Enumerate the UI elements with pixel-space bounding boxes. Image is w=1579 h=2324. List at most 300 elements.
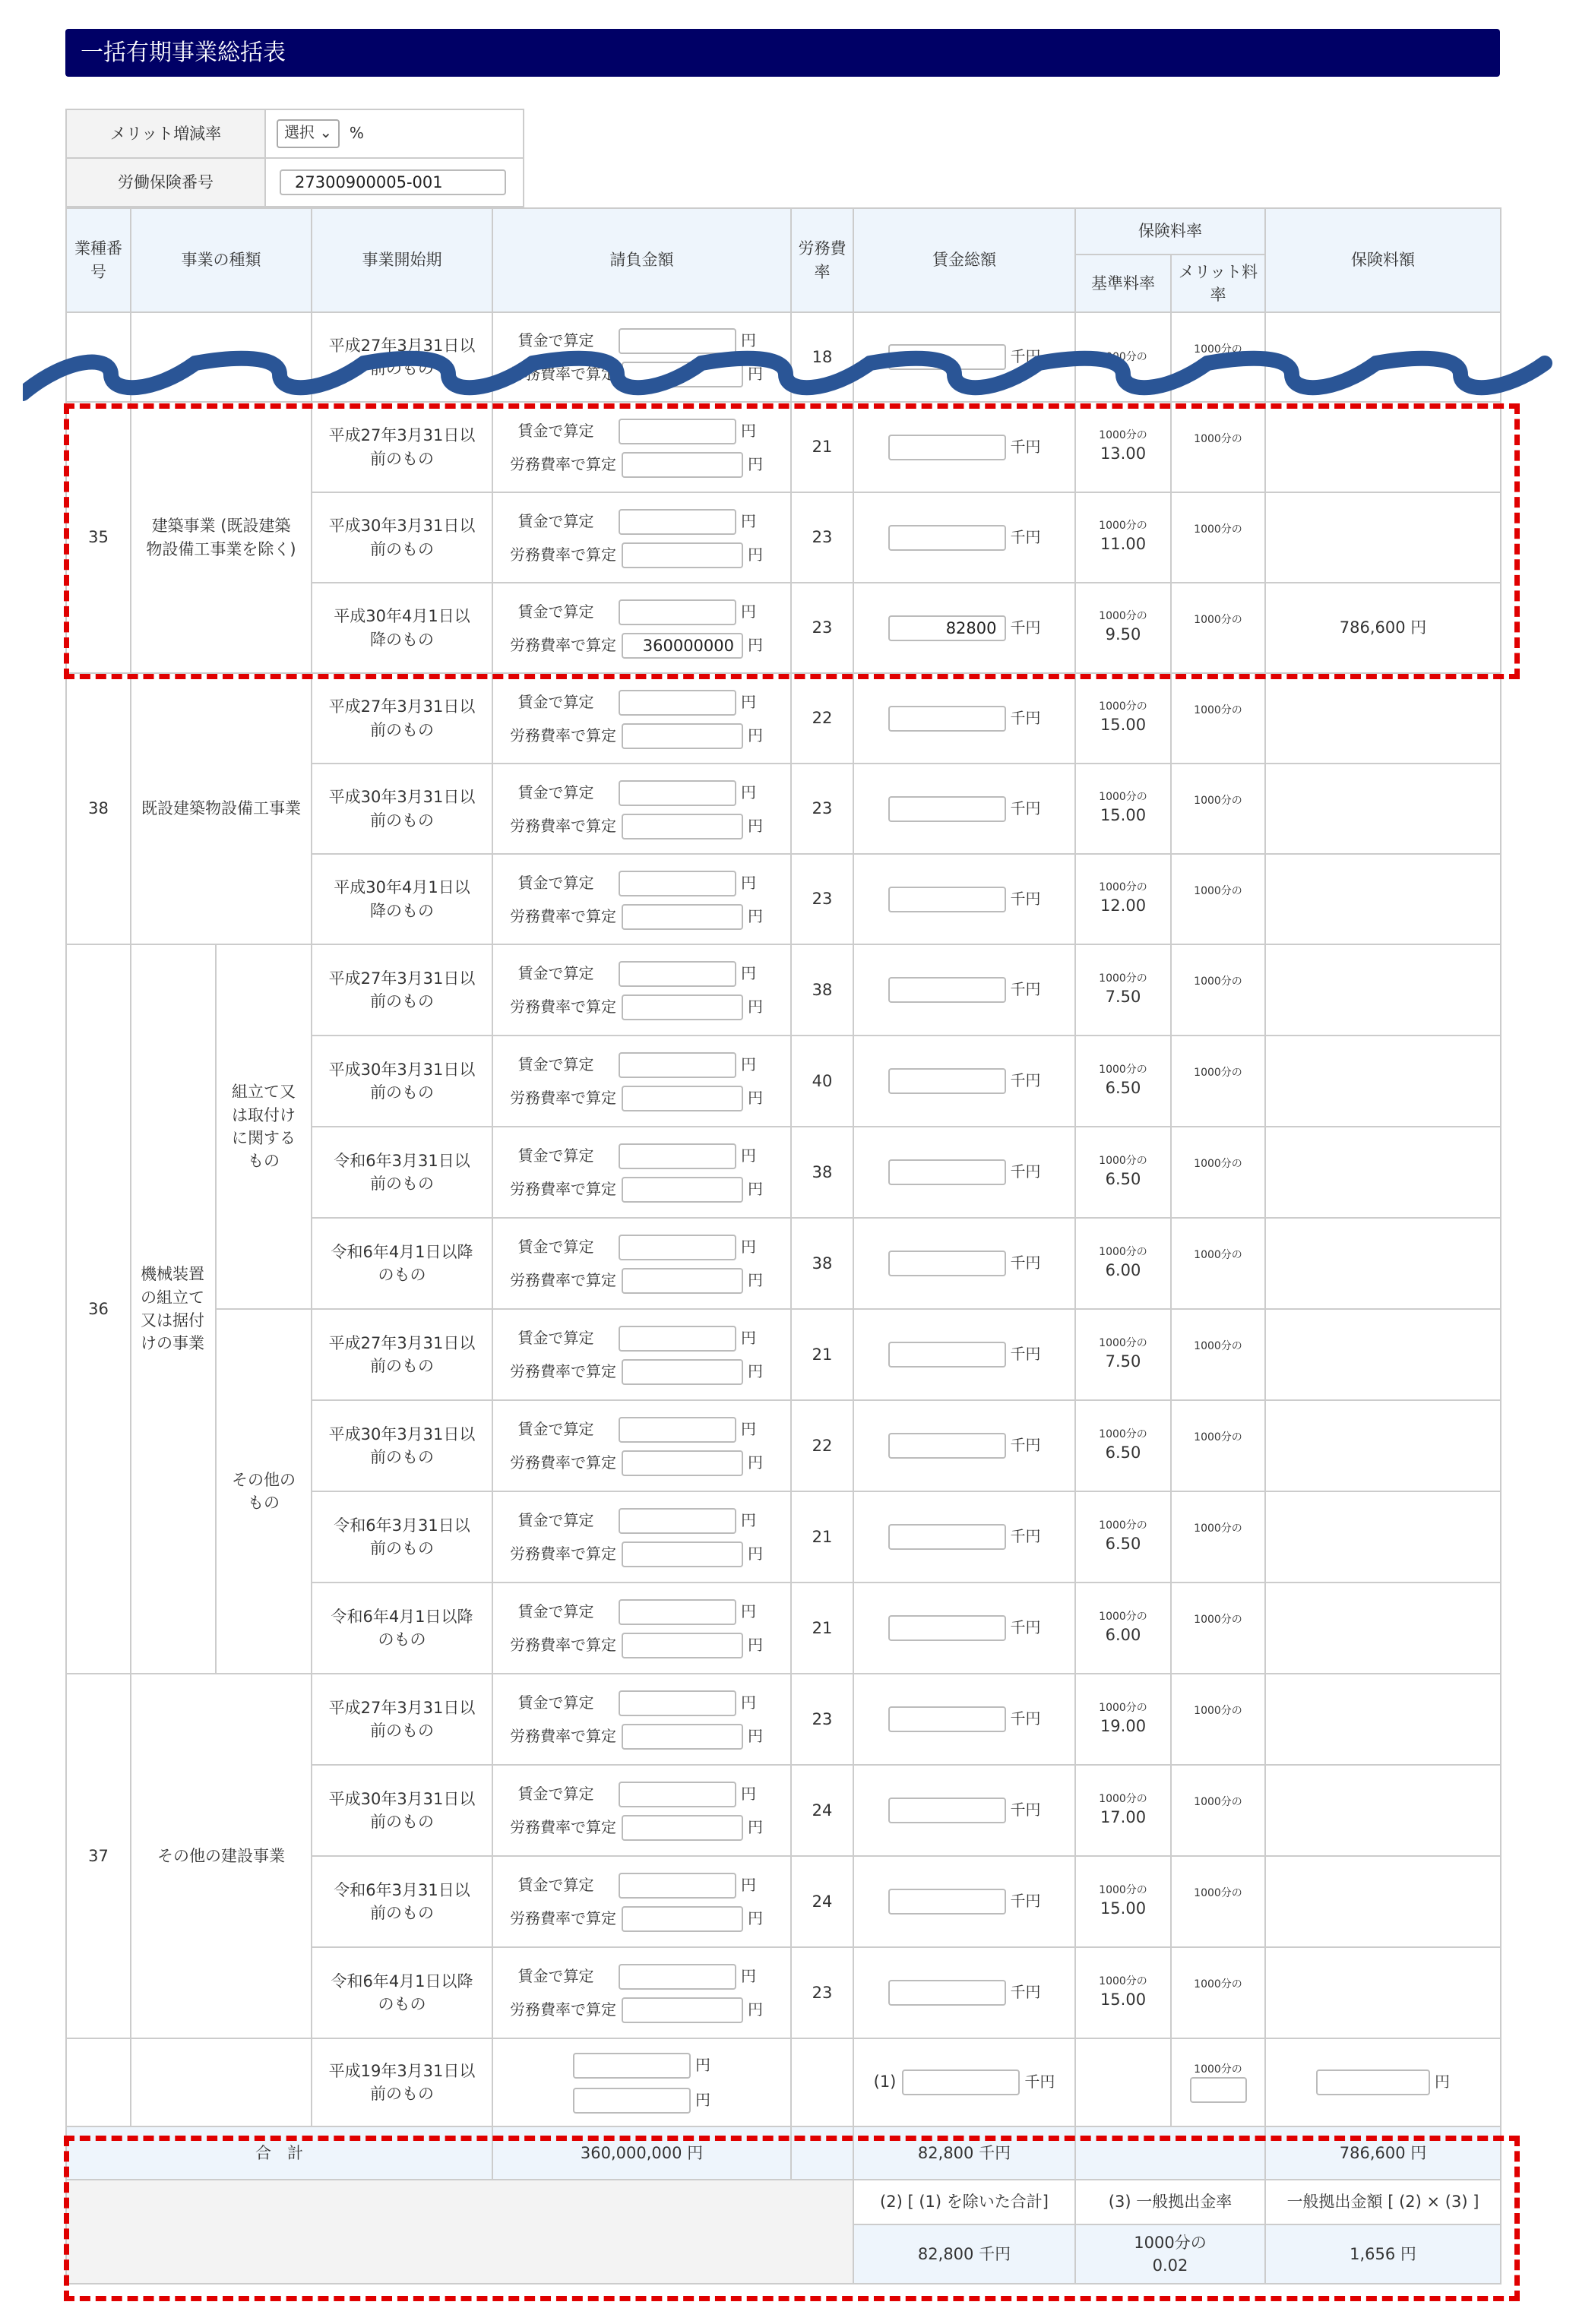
code-cell: 36 <box>66 944 131 1674</box>
wage-calc-label: 賃金で算定 <box>517 1238 594 1256</box>
wage-total-input[interactable] <box>888 887 1006 912</box>
per1000-label: 1000分の <box>1194 1978 1242 1990</box>
wage-total-cell <box>853 1309 1075 1400</box>
wage-total-cell <box>853 764 1075 854</box>
labor-calc-input[interactable] <box>622 1086 743 1111</box>
wage-total-cell <box>853 1674 1075 1765</box>
wage-total-input[interactable] <box>888 1706 1006 1732</box>
premium-cell <box>1265 1036 1501 1127</box>
premium-cell <box>1265 1218 1501 1309</box>
row-1-prefix: (1) <box>873 2073 897 2091</box>
labor-calc-label: 労務費率で算定 <box>510 1909 616 1927</box>
wage-calc-label: 賃金で算定 <box>517 331 594 349</box>
total-row <box>66 2126 1501 2180</box>
merit-rate-input[interactable] <box>1190 2077 1247 2103</box>
contribution-header-row <box>66 2180 1501 2224</box>
sen-yen-unit: 千円 <box>1010 1983 1041 2001</box>
labor-calc-input[interactable] <box>622 723 743 749</box>
labor-rate-cell: 40 <box>791 1036 853 1127</box>
labor-rate-cell: 23 <box>791 583 853 673</box>
base-rate-cell <box>1075 1218 1171 1309</box>
labor-rate-cell: 18 <box>791 312 853 402</box>
period-cell <box>312 1674 492 1765</box>
contract-cell <box>492 1309 791 1400</box>
summary-table <box>65 207 1501 2284</box>
sen-yen-unit: 千円 <box>1010 618 1041 637</box>
wage-calc-input[interactable] <box>619 961 736 987</box>
base-rate-value: 15.00 <box>1100 716 1147 735</box>
contract-cell <box>492 492 791 583</box>
sen-yen-unit: 千円 <box>1010 527 1041 546</box>
sen-yen-unit: 千円 <box>1010 1071 1041 1089</box>
labor-calc-input[interactable] <box>622 1997 743 2023</box>
wage-calc-input[interactable] <box>619 1508 736 1534</box>
labor-rate-cell: 23 <box>791 854 853 944</box>
per1000-label: 1000分の <box>1194 1340 1242 1352</box>
wage-total-cell <box>853 1036 1075 1127</box>
wage-calc-label: 賃金で算定 <box>517 1785 594 1803</box>
period-text: 平成30年4月1日以降のもの <box>334 607 470 649</box>
per1000-label: 1000分の <box>1099 1245 1147 1258</box>
period-cell <box>312 1856 492 1947</box>
value-3 <box>1075 2224 1265 2284</box>
wage-total-cell <box>853 1127 1075 1218</box>
period-cell <box>312 1127 492 1218</box>
per1000-label: 1000分の <box>1099 791 1147 804</box>
sen-yen-unit: 千円 <box>1010 1709 1041 1728</box>
per1000-label: 1000分の <box>1099 1519 1147 1532</box>
period-text: 令和6年3月31日以前のもの <box>334 1880 470 1922</box>
yen-unit: 円 <box>748 1271 763 1289</box>
per1000-label: 1000分の <box>1099 520 1147 533</box>
labor-calc-label: 労務費率で算定 <box>510 816 616 835</box>
sen-yen-unit: 千円 <box>1010 708 1041 727</box>
labor-rate-cell: 24 <box>791 1856 853 1947</box>
period-text: 平成27年3月31日以前のもの <box>328 1333 476 1375</box>
per1000-label: 1000分の <box>1194 975 1242 988</box>
wage-calc-label: 賃金で算定 <box>517 1693 594 1712</box>
base-rate-value: 15.00 <box>1100 1990 1147 2009</box>
base-rate-cell <box>1075 1583 1171 1674</box>
per1000-label: 1000分の <box>1099 1336 1147 1349</box>
contract-cell <box>492 1491 791 1583</box>
labor-calc-input[interactable] <box>622 542 743 568</box>
value-4: 1,656 円 <box>1265 2224 1501 2284</box>
yen-unit: 円 <box>741 1146 756 1165</box>
wage-total-input[interactable] <box>888 1524 1006 1550</box>
kind-cell: その他の建設事業 <box>131 1674 312 2038</box>
yen-unit: 円 <box>748 1453 763 1472</box>
kind-cell: 既設建築物設備工事業 <box>131 673 312 944</box>
contract-cell <box>492 1218 791 1309</box>
wage-total-cell <box>853 1856 1075 1947</box>
base-rate-cell <box>1075 1674 1171 1765</box>
period-cell <box>312 402 492 492</box>
yen-unit: 円 <box>741 1238 756 1256</box>
label-3: (3) 一般拠出金率 <box>1075 2180 1265 2224</box>
table-row <box>66 1674 1501 1765</box>
contract-cell <box>492 402 791 492</box>
subkind-cell <box>216 944 312 1309</box>
wage-calc-input[interactable] <box>619 1690 736 1716</box>
yen-unit: 円 <box>741 421 756 440</box>
wage-calc-input[interactable] <box>619 1052 736 1078</box>
period-cell <box>312 1218 492 1309</box>
period-cell <box>312 673 492 764</box>
wage-calc-label: 賃金で算定 <box>517 1876 594 1894</box>
premium-cell <box>1265 1947 1501 2038</box>
labor-rate-cell: 23 <box>791 492 853 583</box>
labor-rate-cell: 23 <box>791 764 853 854</box>
yen-unit: 円 <box>748 1180 763 1198</box>
premium-cell <box>1265 402 1501 492</box>
base-rate-value: 6.50 <box>1105 1534 1141 1553</box>
period-text: 平成30年3月31日以前のもの <box>328 1424 476 1466</box>
labor-calc-input[interactable] <box>622 994 743 1020</box>
base-rate-value: 17.00 <box>1100 1807 1147 1826</box>
per1000-label: 1000分の <box>1099 351 1147 363</box>
labor-calc-input[interactable] <box>622 1815 743 1841</box>
labor-calc-label: 労務費率で算定 <box>510 1271 616 1289</box>
labor-calc-input[interactable] <box>622 1268 743 1294</box>
wage-calc-label: 賃金で算定 <box>517 783 594 802</box>
yen-unit: 円 <box>748 635 763 654</box>
wage-total-cell <box>853 1583 1075 1674</box>
per1000-label: 1000分の <box>1099 1063 1147 1076</box>
period-text: 平成30年3月31日以前のもの <box>328 1060 476 1102</box>
contract-cell <box>492 1127 791 1218</box>
wage-total-sum: 82,800 千円 <box>853 2126 1075 2180</box>
labor-calc-label: 労務費率で算定 <box>510 1545 616 1563</box>
per1000-label: 1000分の <box>1194 433 1242 445</box>
yen-unit: 円 <box>741 964 756 982</box>
base-rate-value: 6.00 <box>1105 1625 1141 1644</box>
labor-rate-cell: 22 <box>791 1400 853 1491</box>
merit-rate-cell <box>1171 1674 1265 1765</box>
period-text: 平成30年3月31日以前のもの <box>328 788 476 830</box>
per1000-label: 1000分の <box>1099 700 1147 713</box>
base-rate-cell <box>1075 1127 1171 1218</box>
labor-calc-input[interactable] <box>622 814 743 839</box>
wage-total-input[interactable]: 82800 <box>888 615 1006 641</box>
contract-total: 360,000,000 円 <box>492 2126 791 2180</box>
per1000-label: 1000分の <box>1194 704 1242 716</box>
premium-cell <box>1265 492 1501 583</box>
yen-unit: 円 <box>748 816 763 835</box>
merit-rate-cell <box>1171 1947 1265 2038</box>
premium-cell <box>1265 1583 1501 1674</box>
wage-total-input[interactable] <box>888 1159 1006 1185</box>
header-merit-rate: メリット料率 <box>1171 255 1265 312</box>
wage-calc-input[interactable] <box>619 1326 736 1352</box>
labor-calc-input[interactable] <box>622 1724 743 1750</box>
contract-input[interactable] <box>573 2088 691 2114</box>
base-rate-value: 6.50 <box>1105 1169 1141 1188</box>
yen-unit: 円 <box>741 1785 756 1803</box>
labor-calc-input[interactable] <box>622 1450 743 1476</box>
wage-total-input[interactable] <box>888 435 1006 460</box>
wage-total-input[interactable] <box>888 1068 1006 1094</box>
premium-cell <box>1265 1400 1501 1491</box>
yen-unit: 円 <box>695 2091 710 2109</box>
premium-total: 786,600 円 <box>1265 2126 1501 2180</box>
premium-cell <box>1265 1127 1501 1218</box>
labor-calc-label: 労務費率で算定 <box>510 1180 616 1198</box>
header-kind: 事業の種類 <box>131 208 312 312</box>
wage-total-cell <box>853 1947 1075 2038</box>
merit-unit: % <box>349 124 364 142</box>
labor-calc-label: 労務費率で算定 <box>510 2000 616 2019</box>
sen-yen-unit: 千円 <box>1010 1527 1041 1545</box>
wage-calc-input[interactable] <box>619 599 736 625</box>
sen-yen-unit: 千円 <box>1010 1801 1041 1819</box>
wage-calc-input[interactable] <box>619 1599 736 1625</box>
page-title: 一括有期事業総括表 <box>65 29 1500 77</box>
wage-calc-input[interactable] <box>619 690 736 716</box>
yen-unit: 円 <box>741 873 756 892</box>
base-rate-cell <box>1075 1856 1171 1947</box>
sen-yen-unit: 千円 <box>1010 1618 1041 1636</box>
wage-calc-label: 賃金で算定 <box>517 1420 594 1438</box>
wage-calc-input[interactable] <box>619 419 736 444</box>
wage-calc-label: 賃金で算定 <box>517 1511 594 1529</box>
base-rate-cell <box>1075 1765 1171 1856</box>
header-base-rate: 基準料率 <box>1075 255 1171 312</box>
labor-calc-input[interactable] <box>622 1359 743 1385</box>
yen-unit: 円 <box>1435 2073 1450 2091</box>
merit-rate-cell <box>1171 764 1265 854</box>
wage-calc-label: 賃金で算定 <box>517 421 594 440</box>
period-text: 令和6年4月1日以降のもの <box>331 1242 473 1284</box>
sen-yen-unit: 千円 <box>1010 1892 1041 1910</box>
period-cell <box>312 1309 492 1400</box>
wage-total-input[interactable] <box>888 1251 1006 1276</box>
wage-total-cell <box>853 1765 1075 1856</box>
per1000-label: 1000分の <box>1099 610 1147 623</box>
per1000-label: 1000分の <box>1099 429 1147 442</box>
labor-calc-label: 労務費率で算定 <box>510 998 616 1016</box>
labor-rate-cell: 23 <box>791 1674 853 1765</box>
sen-yen-unit: 千円 <box>1024 2073 1055 2091</box>
premium-cell <box>1265 854 1501 944</box>
header-labor-rate: 労務費率 <box>791 208 853 312</box>
per1000-label: 1000分の <box>1194 1614 1242 1626</box>
contract-input[interactable] <box>573 2053 691 2079</box>
premium-cell <box>1265 1674 1501 1765</box>
period-cell <box>312 492 492 583</box>
base-rate-value: 12.00 <box>1100 896 1147 915</box>
yen-unit: 円 <box>741 511 756 530</box>
base-rate-value: 6.00 <box>1105 1260 1141 1279</box>
base-rate-value: 19.00 <box>1100 1716 1147 1735</box>
base-rate-cell <box>1075 1491 1171 1583</box>
wage-calc-input[interactable] <box>619 1143 736 1169</box>
base-rate-cell <box>1075 1309 1171 1400</box>
wage-total-cell <box>853 402 1075 492</box>
yen-unit: 円 <box>748 545 763 564</box>
labor-calc-label: 労務費率で算定 <box>510 1727 616 1745</box>
wave-divider <box>23 340 1558 409</box>
base-rate-cell <box>1075 1036 1171 1127</box>
labor-calc-input[interactable] <box>622 1177 743 1203</box>
yen-unit: 円 <box>748 998 763 1016</box>
base-rate-value: 7.50 <box>1105 1352 1141 1371</box>
wage-total-input[interactable] <box>888 1980 1006 2006</box>
period-text: 令和6年3月31日以前のもの <box>334 1151 470 1193</box>
kind-cell <box>131 402 312 673</box>
per1000-label: 1000分の <box>1194 1522 1242 1535</box>
labor-calc-input[interactable] <box>622 1906 743 1932</box>
labor-rate-cell: 38 <box>791 1127 853 1218</box>
wage-calc-input[interactable] <box>619 1417 736 1443</box>
merit-rate-cell <box>1171 583 1265 673</box>
period-text: 平成27年3月31日以前のもの <box>328 969 476 1010</box>
yen-unit: 円 <box>695 2056 710 2074</box>
yen-unit: 円 <box>748 1818 763 1836</box>
insurance-no-label: 労働保険番号 <box>66 158 265 207</box>
per1000-label: 1000分の <box>1194 523 1242 536</box>
per1000-label: 1000分の <box>1194 614 1242 626</box>
labor-rate-cell: 38 <box>791 944 853 1036</box>
subkind-text: 組立て又は取付けに関するもの <box>232 1083 296 1171</box>
yen-unit: 円 <box>741 1055 756 1073</box>
header-contract: 請負金額 <box>492 208 791 312</box>
yen-unit: 円 <box>748 1727 763 1745</box>
labor-calc-input[interactable]: 360000000 <box>622 633 743 659</box>
contract-cell <box>492 1947 791 2038</box>
labor-calc-label: 労務費率で算定 <box>510 1818 616 1836</box>
sen-yen-unit: 千円 <box>1010 1162 1041 1181</box>
merit-select[interactable]: 選択 ⌄ <box>277 119 340 148</box>
wage-total-input[interactable] <box>888 1615 1006 1641</box>
wage-calc-label: 賃金で算定 <box>517 1146 594 1165</box>
kind-text: 建築事業 (既設建築物設備工事業を除く) <box>146 517 296 558</box>
wage-calc-label: 賃金で算定 <box>517 1602 594 1620</box>
premium-value: 786,600 円 <box>1339 618 1427 637</box>
period-cell <box>312 1400 492 1491</box>
yen-unit: 円 <box>741 783 756 802</box>
wage-calc-input[interactable] <box>619 1235 736 1260</box>
contract-cell <box>492 944 791 1036</box>
sen-yen-unit: 千円 <box>1010 889 1041 908</box>
wage-total-input[interactable] <box>888 525 1006 551</box>
period-text: 平成27年3月31日以前のもの <box>328 697 476 739</box>
wage-calc-label: 賃金で算定 <box>517 602 594 621</box>
wage-calc-input[interactable] <box>619 871 736 896</box>
wage-total-input[interactable] <box>888 1798 1006 1823</box>
wage-calc-input[interactable] <box>619 1782 736 1807</box>
wage-calc-label: 賃金で算定 <box>517 692 594 711</box>
wage-total-cell <box>853 854 1075 944</box>
per1000-label: 1000分の <box>1099 1154 1147 1167</box>
merit-rate-cell <box>1171 1309 1265 1400</box>
period-text: 平成19年3月31日以前のもの <box>328 2061 476 2103</box>
insurance-no-input[interactable]: 27300900005-001 <box>280 169 506 195</box>
wage-calc-input[interactable] <box>619 1964 736 1990</box>
yen-unit: 円 <box>741 692 756 711</box>
wage-calc-label: 賃金で算定 <box>517 1055 594 1073</box>
merit-rate-cell <box>1171 1583 1265 1674</box>
premium-input[interactable] <box>1316 2069 1430 2095</box>
wage-total-input[interactable] <box>902 2069 1020 2095</box>
yen-unit: 円 <box>748 726 763 745</box>
wage-calc-input[interactable] <box>619 509 736 535</box>
labor-calc-label: 労務費率で算定 <box>510 1453 616 1472</box>
yen-unit: 円 <box>748 454 763 473</box>
wage-total-input[interactable] <box>888 1889 1006 1915</box>
period-text: 平成27年3月31日以前のもの <box>328 1698 476 1740</box>
period-cell <box>312 1491 492 1583</box>
period-cell <box>312 1583 492 1674</box>
merit-rate-cell <box>1171 1856 1265 1947</box>
contract-cell <box>492 1036 791 1127</box>
period-text: 令和6年4月1日以降のもの <box>331 1607 473 1649</box>
subkind-cell <box>216 1309 312 1674</box>
wage-calc-label: 賃金で算定 <box>517 873 594 892</box>
yen-unit: 円 <box>741 1511 756 1529</box>
wage-total-input[interactable] <box>888 977 1006 1003</box>
period-cell <box>312 583 492 673</box>
labor-calc-input[interactable] <box>622 452 743 478</box>
merit-rate-cell <box>1171 944 1265 1036</box>
premium-cell <box>1265 1765 1501 1856</box>
labor-rate-cell: 21 <box>791 1583 853 1674</box>
label-2: (2) [ (1) を除いた合計] <box>853 2180 1075 2224</box>
wage-total-input[interactable] <box>888 796 1006 822</box>
header-ins-rate: 保険料率 <box>1075 208 1265 255</box>
per1000-label: 1000分の <box>1194 1705 1242 1717</box>
wage-calc-label: 賃金で算定 <box>517 1329 594 1347</box>
period-cell <box>312 944 492 1036</box>
labor-calc-input[interactable] <box>622 904 743 930</box>
period-text: 平成30年3月31日以前のもの <box>328 517 476 558</box>
labor-rate-cell: 24 <box>791 1765 853 1856</box>
kind-cell <box>131 944 216 1674</box>
premium-cell <box>1265 764 1501 854</box>
table-row <box>66 402 1501 492</box>
merit-rate-cell <box>1171 1491 1265 1583</box>
wage-calc-input[interactable] <box>619 1873 736 1899</box>
contract-cell <box>492 1856 791 1947</box>
value-3-number: 0.02 <box>1152 2256 1188 2275</box>
labor-calc-input[interactable] <box>622 1633 743 1658</box>
premium-cell <box>1265 583 1501 673</box>
labor-rate-cell: 21 <box>791 402 853 492</box>
base-rate-value: 13.00 <box>1100 444 1147 463</box>
yen-unit: 円 <box>741 1602 756 1620</box>
period-text: 令和6年4月1日以降のもの <box>331 1971 473 2013</box>
base-rate-value: 11.00 <box>1100 535 1147 554</box>
contract-cell <box>492 2038 791 2126</box>
yen-unit: 円 <box>748 2000 763 2019</box>
wage-total-input[interactable] <box>888 706 1006 732</box>
labor-calc-input[interactable] <box>622 1541 743 1567</box>
period-cell <box>312 2038 492 2126</box>
per1000-label: 1000分の <box>1099 1701 1147 1714</box>
per1000-label: 1000分の <box>1099 1428 1147 1440</box>
wage-total-input[interactable] <box>888 1433 1006 1459</box>
wage-calc-input[interactable] <box>619 780 736 806</box>
labor-calc-label: 労務費率で算定 <box>510 545 616 564</box>
table-row <box>66 1309 1501 1400</box>
per1000-label: 1000分の <box>1194 2063 1242 2076</box>
wage-calc-label: 賃金で算定 <box>517 1967 594 1985</box>
value-2: 82,800 千円 <box>853 2224 1075 2284</box>
labor-rate-cell: 21 <box>791 1309 853 1400</box>
period-cell <box>312 1947 492 2038</box>
kind-text: 機械装置の組立て又は据付けの事業 <box>141 1265 204 1353</box>
wage-total-input[interactable] <box>888 1342 1006 1368</box>
